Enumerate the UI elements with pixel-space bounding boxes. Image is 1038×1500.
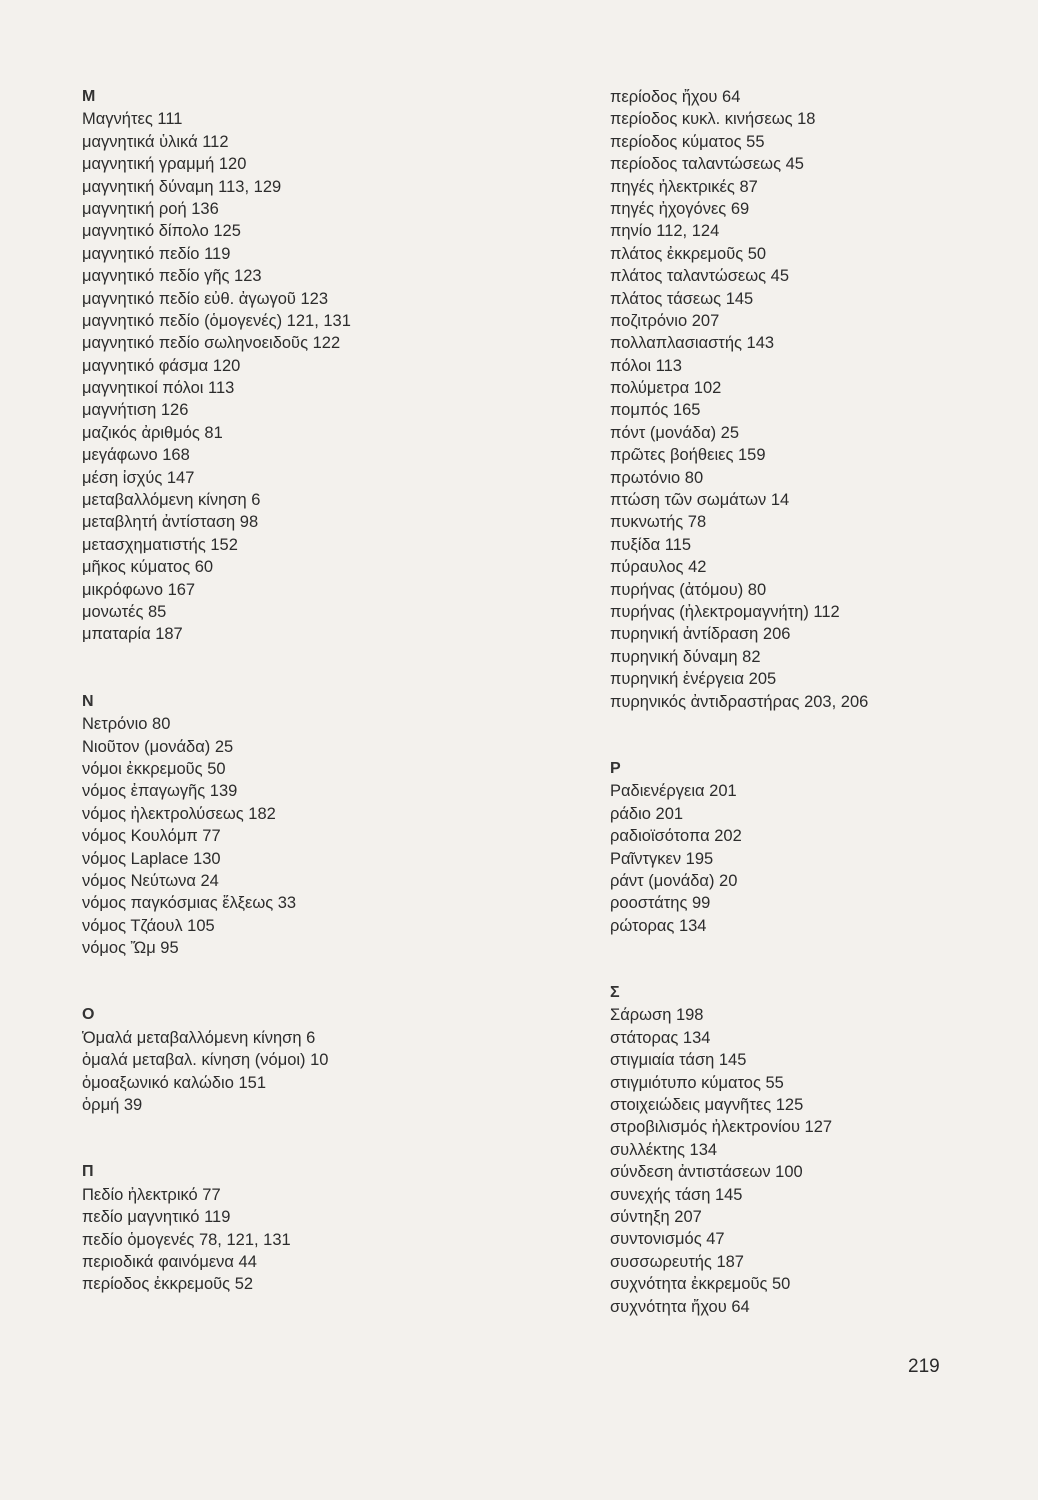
index-entry: συνεχής τάση 145 <box>610 1185 743 1204</box>
index-entry: ὁμαλά μεταβαλ. κίνηση (νόμοι) 10 <box>82 1051 329 1070</box>
index-entry: μαγνητικό πεδίο (ὁμογενές) 121, 131 <box>82 311 351 330</box>
index-entry: μῆκος κύματος 60 <box>82 558 214 577</box>
index-entry: πομπός 165 <box>610 401 701 420</box>
index-entry: νόμος Laplace 130 <box>82 849 221 868</box>
section-letter: Π <box>82 1163 95 1181</box>
index-entry: στιγμιαία τάση 145 <box>610 1051 747 1070</box>
index-entry: πυξίδα 115 <box>610 535 692 554</box>
index-entry: πρωτόνιο 80 <box>610 468 704 487</box>
index-entry: Ραδιενέργεια 201 <box>610 782 737 801</box>
index-entry: μαγνήτιση 126 <box>82 401 189 420</box>
section-gap <box>610 713 1010 758</box>
index-entry: ὁρμή 39 <box>82 1096 143 1115</box>
index-entry: περίοδος κυκλ. κινήσεως 18 <box>610 110 816 129</box>
index-entry: νόμοι ἐκκρεμοῦς 50 <box>82 759 226 778</box>
index-entry: πεδίο ὁμογενές 78, 121, 131 <box>82 1230 291 1249</box>
section-gap <box>610 937 1010 982</box>
section-letter: Ο <box>82 1006 95 1024</box>
index-entry: μετασχηματιστής 152 <box>82 535 238 554</box>
index-entry: συντονισμός 47 <box>610 1230 725 1249</box>
index-entry: μεταβλητή ἀντίσταση 98 <box>82 513 259 532</box>
index-entry: μαγνητική ροή 136 <box>82 199 219 218</box>
index-entry: στροβιλισμός ἠλεκτρονίου 127 <box>610 1118 833 1137</box>
index-entry: πύραυλος 42 <box>610 558 707 577</box>
index-entry: περίοδος κύματος 55 <box>610 132 765 151</box>
index-entry: συσσωρευτής 187 <box>610 1252 744 1271</box>
index-entry: νόμος Νεύτωνα 24 <box>82 871 219 890</box>
section-letter: Ρ <box>610 759 622 777</box>
index-entry: Μαγνήτες 111 <box>82 110 183 129</box>
index-entry: ὁμοαξωνικό καλώδιο 151 <box>82 1073 267 1092</box>
index-entry: σύντηξη 207 <box>610 1207 702 1226</box>
index-entry: μαγνητικό πεδίο γῆς 123 <box>82 267 262 286</box>
index-entry: Ραῖντγκεν 195 <box>610 849 714 868</box>
index-entry: πηγές ἠχογόνες 69 <box>610 199 750 218</box>
index-entry: μαγνητικά ὑλικά 112 <box>82 132 229 151</box>
index-entry: μικρόφωνο 167 <box>82 580 196 599</box>
index-section <box>82 1004 522 1116</box>
index-entry: ροοστάτης 99 <box>610 894 711 913</box>
index-entry: πυρηνική δύναμη 82 <box>610 647 761 666</box>
index-entry: πολύμετρα 102 <box>610 379 722 398</box>
section-letter: Μ <box>82 88 96 105</box>
index-entry: πυρήνας (ἀτόμου) 80 <box>610 580 767 599</box>
index-entry: συχνότητα ἤχου 64 <box>610 1297 750 1316</box>
index-section <box>82 691 522 960</box>
index-entry: ράντ (μονάδα) 20 <box>610 871 738 890</box>
section-letter: Ν <box>82 692 95 710</box>
index-entry: περίοδος ἐκκρεμοῦς 52 <box>82 1275 254 1294</box>
index-column-right <box>610 86 1010 1318</box>
index-entry: πεδίο μαγνητικό 119 <box>82 1208 231 1227</box>
index-entry: μαγνητικό πεδίο 119 <box>82 244 231 263</box>
section-gap <box>82 646 522 691</box>
index-entry: πόντ (μονάδα) 25 <box>610 423 740 442</box>
index-entry: μαγνητικό πεδίο εὐθ. ἀγωγοῦ 123 <box>82 289 329 308</box>
page-number: 219 <box>908 1356 940 1377</box>
index-entry: πλάτος τάσεως 145 <box>610 289 754 308</box>
index-section <box>610 982 1010 1318</box>
index-entry: περίοδος ἤχου 64 <box>610 88 741 106</box>
index-entry: συχνότητα ἐκκρεμοῦς 50 <box>610 1275 791 1294</box>
index-entry: πυρηνικός ἀντιδραστήρας 203, 206 <box>610 692 869 711</box>
index-entry: μονωτές 85 <box>82 602 167 621</box>
index-entry: μαγνητική δύναμη 113, 129 <box>82 177 282 196</box>
index-entry: σύνδεση ἀντιστάσεων 100 <box>610 1163 803 1182</box>
index-entry: μαγνητικοί πόλοι 113 <box>82 379 235 398</box>
index-entry: νόμος παγκόσμιας ἕλξεως 33 <box>82 894 297 913</box>
index-entry: νόμος ἐπαγωγῆς 139 <box>82 782 238 801</box>
index-entry: πηγές ἠλεκτρικές 87 <box>610 177 758 196</box>
index-entry: μαζικός ἀριθμός 81 <box>82 423 223 442</box>
index-entry: νόμος Ὤμ 95 <box>82 939 179 958</box>
index-entry: πτώση τῶν σωμάτων 14 <box>610 491 790 510</box>
index-entry: στιγμιότυπο κύματος 55 <box>610 1073 784 1092</box>
index-entry: πυρηνική ἀντίδραση 206 <box>610 625 791 644</box>
index-entry: πυρήνας (ἠλεκτρομαγνήτη) 112 <box>610 602 840 621</box>
index-entry: μαγνητικό δίπολο 125 <box>82 222 241 241</box>
index-entry: Νετρόνιο 80 <box>82 715 171 734</box>
index-entry: Πεδίο ἠλεκτρικό 77 <box>82 1185 221 1204</box>
index-entry: πόλοι 113 <box>610 356 682 375</box>
index-entry: περίοδος ταλαντώσεως 45 <box>610 155 804 174</box>
index-entry: Ὁμαλά μεταβαλλόμενη κίνηση 6 <box>82 1028 316 1047</box>
index-entry: πολλαπλασιαστής 143 <box>610 334 775 353</box>
index-entry: πλάτος ταλαντώσεως 45 <box>610 267 790 286</box>
index-entry: μαγνητική γραμμή 120 <box>82 155 247 174</box>
index-entry: νόμος Κουλόμπ 77 <box>82 827 221 846</box>
index-entry: μέση ἰσχύς 147 <box>82 468 195 487</box>
index-entry: στοιχειώδεις μαγνῆτες 125 <box>610 1096 804 1115</box>
index-section <box>82 1161 522 1295</box>
index-entry: μαγνητικό πεδίο σωληνοειδοῦς 122 <box>82 334 341 353</box>
index-entry: ραδιοϊσότοπα 202 <box>610 827 742 846</box>
index-entry: πρῶτες βοήθειες 159 <box>610 446 766 465</box>
index-entry: περιοδικά φαινόμενα 44 <box>82 1252 257 1271</box>
index-entry: μεγάφωνο 168 <box>82 446 190 465</box>
index-entry: πυρηνική ἐνέργεια 205 <box>610 670 777 689</box>
index-entry: πυκνωτής 78 <box>610 513 707 532</box>
index-section <box>82 86 522 646</box>
section-letter: Σ <box>610 984 621 1002</box>
index-entry: ρώτορας 134 <box>610 916 707 935</box>
index-entry: νόμος Τζάουλ 105 <box>82 916 215 935</box>
index-entry: στάτορας 134 <box>610 1028 711 1047</box>
index-entry: πηνίο 112, 124 <box>610 222 720 241</box>
index-entry: νόμος ἠλεκτρολύσεως 182 <box>82 804 276 823</box>
section-gap <box>82 959 522 1004</box>
index-entry: Νιοῦτον (μονάδα) 25 <box>82 737 234 756</box>
index-entry: μπαταρία 187 <box>82 625 183 644</box>
index-entry: Σάρωση 198 <box>610 1006 704 1025</box>
index-entry: ράδιο 201 <box>610 804 684 823</box>
index-entry: ποζιτρόνιο 207 <box>610 311 720 330</box>
section-gap <box>82 1116 522 1161</box>
index-column-left <box>82 86 522 1296</box>
index-entry: μεταβαλλόμενη κίνηση 6 <box>82 491 261 510</box>
index-entry: πλάτος ἐκκρεμοῦς 50 <box>610 244 767 263</box>
index-entry: συλλέκτης 134 <box>610 1140 718 1159</box>
index-section <box>610 86 1010 713</box>
index-entry: μαγνητικό φάσμα 120 <box>82 356 241 375</box>
index-section <box>610 758 1010 937</box>
